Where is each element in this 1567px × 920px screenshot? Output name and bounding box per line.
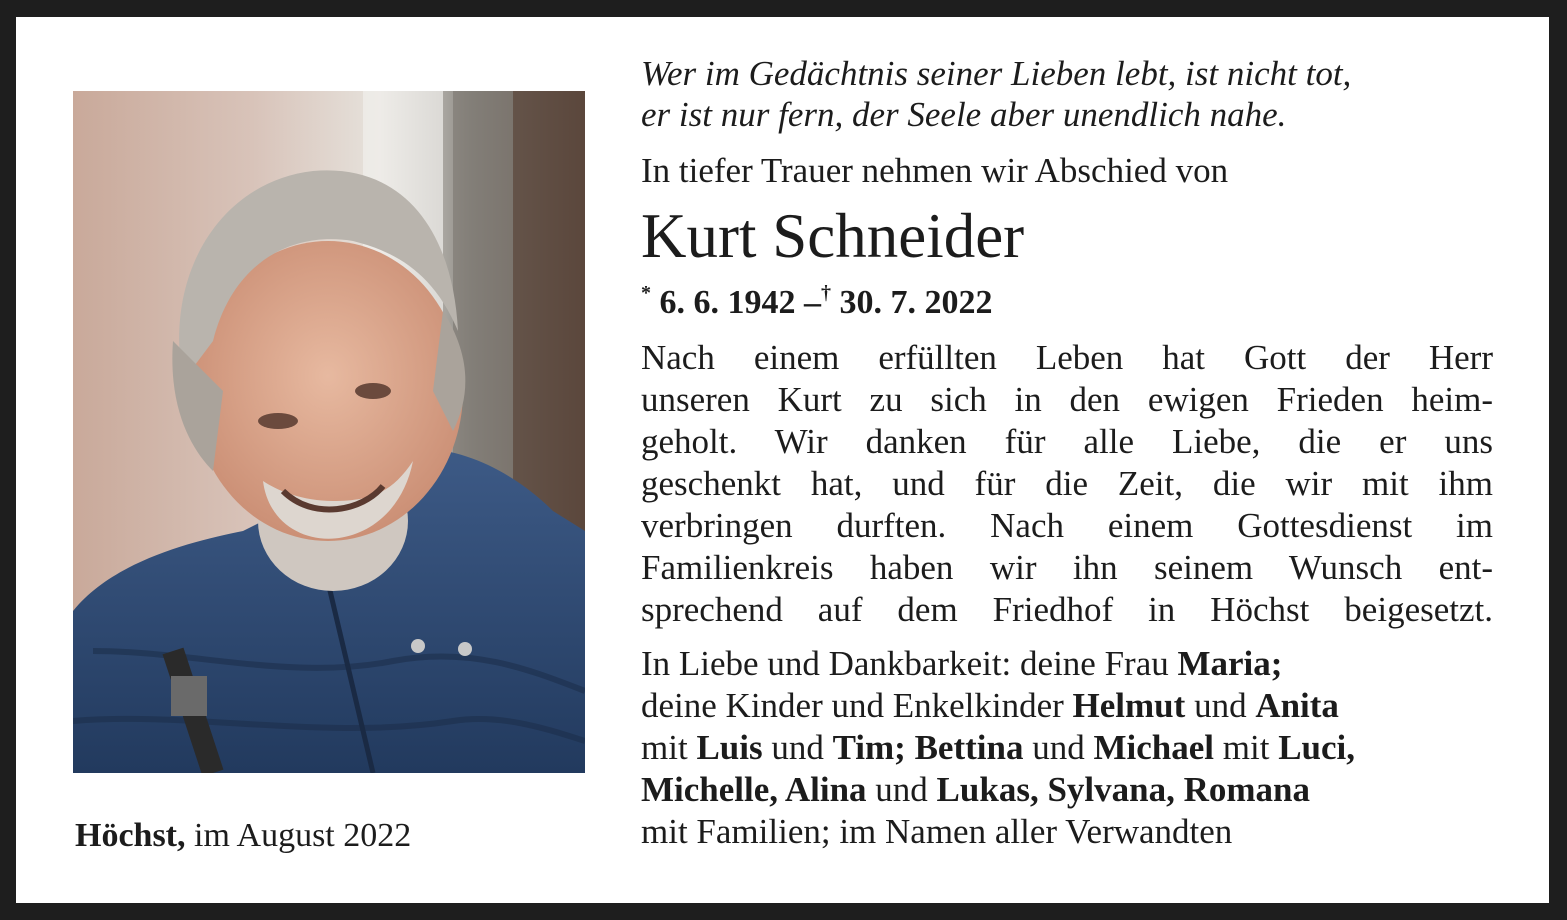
- body-line: Familienkreis haben wir ihn seinem Wunsch ent-: [641, 548, 1493, 587]
- place-date: im August 2022: [185, 817, 412, 854]
- body-line: verbringen durften. Nach einem Gottesdienst im: [641, 506, 1493, 545]
- mourner-name: Helmut: [1072, 686, 1186, 725]
- mourner-name: Michael: [1093, 728, 1215, 767]
- body-line: unseren Kurt zu sich in den ewigen Frieden heim-: [641, 380, 1493, 419]
- body-line: geholt. Wir danken für alle Liebe, die er uns: [641, 422, 1493, 461]
- mourners-text: mit: [1214, 728, 1279, 767]
- mourner-name: Tim; Bettina: [832, 728, 1024, 767]
- motto-line-1: Wer im Gedächtnis seiner Lieben lebt, ist nicht tot,: [641, 54, 1352, 93]
- body-line: sprechend auf dem Friedhof in Höchst beigesetzt.: [641, 590, 1493, 629]
- portrait-photo: [73, 91, 585, 773]
- body-line: Nach einem erfüllten Leben hat Gott der Herr: [641, 338, 1493, 377]
- place-and-date: [75, 817, 411, 855]
- mourners-text: und: [866, 770, 937, 809]
- date-separator: –: [804, 284, 821, 321]
- death-date: 30. 7. 2022: [839, 284, 993, 321]
- mourner-name: Luci,: [1278, 728, 1356, 767]
- mourners-line: [641, 643, 1501, 685]
- intro-line: In tiefer Trauer nehmen wir Abschied von: [641, 151, 1229, 190]
- mourners-text: mit: [641, 728, 697, 767]
- motto: [641, 53, 1501, 135]
- birth-symbol: *: [641, 282, 651, 304]
- deceased-name: Kurt Schneider: [641, 201, 1025, 271]
- mourners-text: und: [1023, 728, 1094, 767]
- obituary-card: [16, 17, 1549, 903]
- mourner-name: Michelle, Alina: [641, 770, 867, 809]
- mourners-text: und: [1185, 686, 1256, 725]
- place-town: Höchst,: [75, 817, 186, 854]
- mourner-name: Anita: [1255, 686, 1339, 725]
- birth-date: 6. 6. 1942: [659, 284, 796, 321]
- obituary-text: [641, 53, 1501, 853]
- body-line: geschenkt hat, und für die Zeit, die wir mit ihm: [641, 464, 1493, 503]
- mourners-line: [641, 727, 1501, 769]
- life-dates: [641, 273, 1501, 323]
- mourner-name: Luis: [696, 728, 763, 767]
- mourners-line: [641, 769, 1501, 811]
- motto-line-2: er ist nur fern, der Seele aber unendlich nahe.: [641, 95, 1287, 134]
- mourners-line: mit Familien; im Namen aller Verwandten: [641, 812, 1233, 851]
- death-symbol: †: [821, 282, 831, 304]
- mourners-text: In Liebe und Dankbarkeit: deine Frau: [641, 644, 1178, 683]
- mourner-name: Lukas, Sylvana, Romana: [936, 770, 1310, 809]
- mourners-line: [641, 685, 1501, 727]
- mourners-text: und: [762, 728, 833, 767]
- mourners-list: [641, 643, 1501, 853]
- mourners-text: deine Kinder und Enkelkinder: [641, 686, 1073, 725]
- obituary-body: [641, 337, 1501, 631]
- mourner-name: Maria;: [1177, 644, 1283, 683]
